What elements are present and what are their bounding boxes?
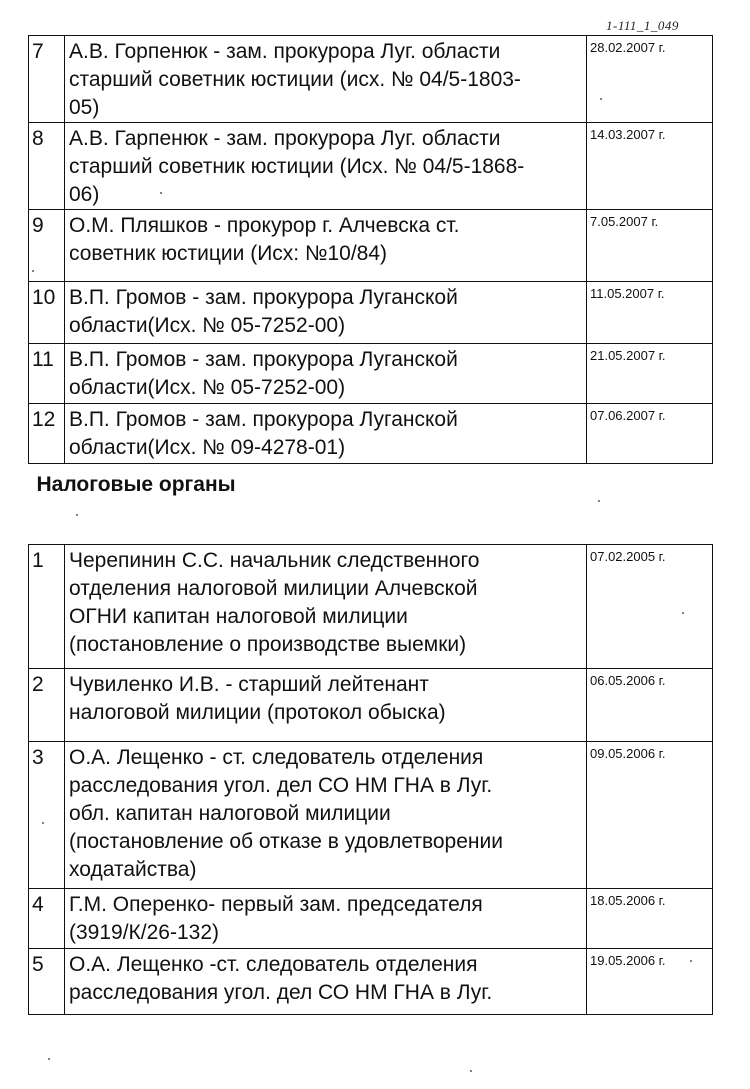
row-description: О.М. Пляшков - прокурор г. Алчевска ст. советник юстиции (Исх: №10/84)	[65, 210, 587, 282]
row-number: 4	[29, 889, 65, 949]
table-row	[29, 669, 713, 742]
scan-speck	[160, 192, 162, 194]
scan-speck	[48, 1058, 50, 1060]
section-row	[29, 464, 713, 545]
row-number: 5	[29, 949, 65, 1015]
scan-speck	[600, 98, 602, 100]
row-date: 18.05.2006 г.	[587, 889, 713, 949]
row-number: 3	[29, 742, 65, 889]
scan-speck	[76, 514, 78, 516]
row-number: 2	[29, 669, 65, 742]
row-number: 10	[29, 282, 65, 344]
table-row	[29, 282, 713, 344]
row-number: 7	[29, 36, 65, 123]
table-row	[29, 742, 713, 889]
row-number: 12	[29, 404, 65, 464]
scan-speck	[598, 500, 600, 502]
document-table	[28, 35, 713, 1015]
row-number: 1	[29, 545, 65, 669]
row-number: 9	[29, 210, 65, 282]
scan-speck	[470, 1070, 472, 1072]
scan-speck	[32, 270, 34, 272]
row-description: А.В. Гарпенюк - зам. прокурора Луг. области старший советник юстиции (Исх. № 04/5-1868- 06)	[65, 123, 587, 210]
table-row	[29, 344, 713, 404]
section-heading: Налоговые органы	[29, 464, 713, 545]
row-description: Г.М. Оперенко- первый зам. председателя (3919/К/26-132)	[65, 889, 587, 949]
row-date: 21.05.2007 г.	[587, 344, 713, 404]
scan-speck	[690, 960, 692, 962]
row-date: 28.02.2007 г.	[587, 36, 713, 123]
row-date: 14.03.2007 г.	[587, 123, 713, 210]
row-description: В.П. Громов - зам. прокурора Луганской области(Исх. № 09-4278-01)	[65, 404, 587, 464]
row-date: 09.05.2006 г.	[587, 742, 713, 889]
row-description: О.А. Лещенко -ст. следователь отделения расследования угол. дел СО НМ ГНА в Луг.	[65, 949, 587, 1015]
scan-speck	[682, 612, 684, 614]
row-description: В.П. Громов - зам. прокурора Луганской области(Исх. № 05-7252-00)	[65, 282, 587, 344]
table-row	[29, 545, 713, 669]
table-row	[29, 889, 713, 949]
row-date: 07.06.2007 г.	[587, 404, 713, 464]
row-description: Черепинин С.С. начальник следственного отделения налоговой милиции Алчевской ОГНИ капитан налоговой милиции (постановление о производстве выемки)	[65, 545, 587, 669]
row-date: 11.05.2007 г.	[587, 282, 713, 344]
row-description: А.В. Горпенюк - зам. прокурора Луг. области старший советник юстиции (исх. № 04/5-1803- 05)	[65, 36, 587, 123]
row-date: 07.02.2005 г.	[587, 545, 713, 669]
row-description: О.А. Лещенко - ст. следователь отделения расследования угол. дел СО НМ ГНА в Луг. обл. капитан налоговой милиции (постановление об отказе в удовлетворении ходатайства)	[65, 742, 587, 889]
table-row	[29, 123, 713, 210]
table-row	[29, 404, 713, 464]
row-number: 11	[29, 344, 65, 404]
scan-speck	[42, 822, 44, 824]
row-description: Чувиленко И.В. - старший лейтенант налоговой милиции (протокол обыска)	[65, 669, 587, 742]
table-row	[29, 949, 713, 1015]
page-number: 1-111_1_049	[606, 18, 679, 33]
table-row	[29, 210, 713, 282]
table-row	[29, 36, 713, 123]
row-date: 06.05.2006 г.	[587, 669, 713, 742]
row-date: 19.05.2006 г.	[587, 949, 713, 1015]
row-date: 7.05.2007 г.	[587, 210, 713, 282]
row-number: 8	[29, 123, 65, 210]
row-description: В.П. Громов - зам. прокурора Луганской области(Исх. № 05-7252-00)	[65, 344, 587, 404]
